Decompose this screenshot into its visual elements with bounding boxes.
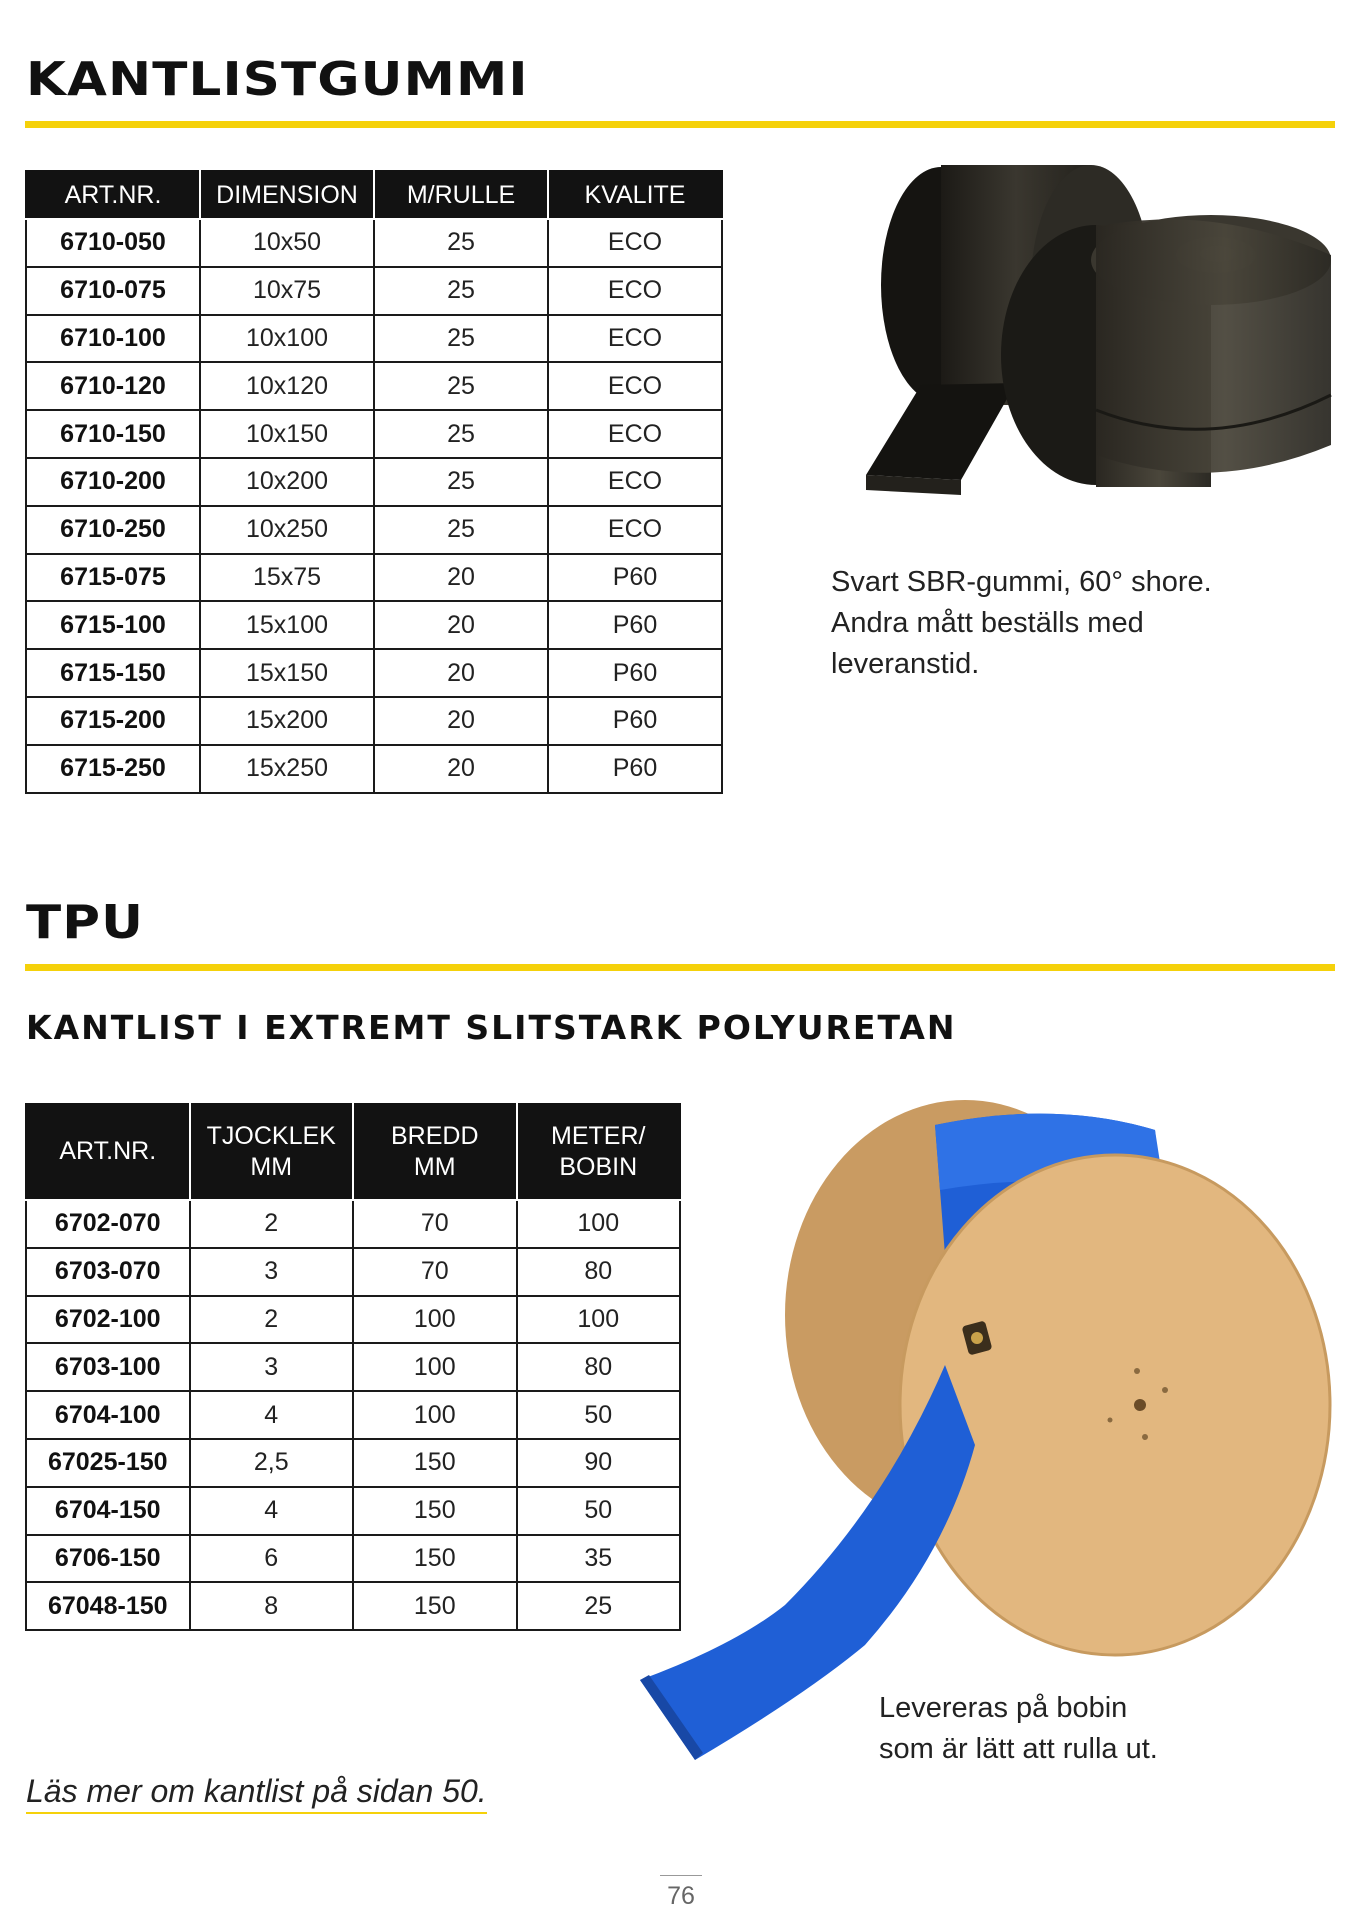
table-cell: P60	[548, 554, 722, 602]
tpu-spool-image	[635, 1085, 1350, 1775]
table-cell: 80	[517, 1343, 681, 1391]
read-more-link[interactable]: Läs mer om kantlist på sidan 50.	[26, 1773, 487, 1814]
col-header-line: MM	[250, 1153, 293, 1181]
col-header-line: METER/	[551, 1121, 646, 1150]
note-line: leveranstid.	[831, 648, 980, 680]
table-cell: ECO	[548, 267, 722, 315]
table-cell: 6	[190, 1535, 354, 1583]
table-cell: 150	[353, 1439, 517, 1487]
art-nr-cell: 6710-075	[26, 267, 200, 315]
table-cell: 2	[190, 1296, 354, 1344]
table-cell: 100	[517, 1200, 681, 1248]
table-cell: 10x75	[200, 267, 374, 315]
table-cell: 150	[353, 1582, 517, 1630]
table-cell: 2,5	[190, 1439, 354, 1487]
table-row	[26, 1582, 680, 1630]
art-nr-cell: 6710-100	[26, 315, 200, 363]
art-nr-cell: 6710-050	[26, 219, 200, 267]
art-nr-cell: 6715-075	[26, 554, 200, 602]
table-cell: 25	[374, 315, 548, 363]
table-cell: 25	[374, 506, 548, 554]
art-nr-cell: 6703-100	[26, 1343, 190, 1391]
col-header: ART.NR.	[26, 171, 200, 219]
table-row	[26, 362, 722, 410]
table-row	[26, 219, 722, 267]
table-cell: ECO	[548, 506, 722, 554]
table-cell: 100	[353, 1296, 517, 1344]
page-number: 76	[660, 1875, 702, 1911]
table-cell: ECO	[548, 219, 722, 267]
table-cell: 100	[353, 1391, 517, 1439]
table-header-row	[26, 1104, 680, 1200]
art-nr-cell: 6715-200	[26, 697, 200, 745]
table-cell: P60	[548, 649, 722, 697]
table-cell: 100	[517, 1296, 681, 1344]
table-row	[26, 601, 722, 649]
col-header	[353, 1104, 517, 1200]
table-row	[26, 315, 722, 363]
table-row	[26, 506, 722, 554]
table-cell: 25	[517, 1582, 681, 1630]
art-nr-cell: 6702-100	[26, 1296, 190, 1344]
table-cell: 10x250	[200, 506, 374, 554]
table-cell: P60	[548, 601, 722, 649]
table-cell: 25	[374, 458, 548, 506]
table-cell: 70	[353, 1248, 517, 1296]
title-divider	[25, 121, 1335, 128]
table-cell: 25	[374, 267, 548, 315]
note-line: Svart SBR-gummi, 60° shore.	[831, 566, 1212, 598]
tpu-table	[25, 1103, 681, 1631]
table-cell: 3	[190, 1248, 354, 1296]
art-nr-cell: 6715-100	[26, 601, 200, 649]
title-divider	[25, 964, 1335, 971]
table-cell: 90	[517, 1439, 681, 1487]
art-nr-cell: 6710-150	[26, 410, 200, 458]
section-title-kantlistgummi: KANTLISTGUMMI	[26, 52, 529, 106]
table-cell: 15x75	[200, 554, 374, 602]
table-cell: 15x250	[200, 745, 374, 793]
table-cell: 4	[190, 1391, 354, 1439]
table-cell: 20	[374, 745, 548, 793]
table-cell: 10x100	[200, 315, 374, 363]
col-header-line: TJOCKLEK	[206, 1121, 336, 1150]
table-row	[26, 1200, 680, 1248]
table-cell: 20	[374, 697, 548, 745]
col-header	[26, 1104, 190, 1200]
table-cell: 150	[353, 1487, 517, 1535]
table-cell: P60	[548, 745, 722, 793]
table-row	[26, 1439, 680, 1487]
table-cell: 35	[517, 1535, 681, 1583]
table-cell: ECO	[548, 315, 722, 363]
col-header-line: MM	[413, 1153, 456, 1181]
table-row	[26, 554, 722, 602]
art-nr-cell: 6706-150	[26, 1535, 190, 1583]
art-nr-cell: 67025-150	[26, 1439, 190, 1487]
art-nr-cell: 6710-250	[26, 506, 200, 554]
art-nr-cell: 67048-150	[26, 1582, 190, 1630]
table-cell: 80	[517, 1248, 681, 1296]
table-cell: 15x200	[200, 697, 374, 745]
table-cell: P60	[548, 697, 722, 745]
col-header: KVALITE	[548, 171, 722, 219]
table-cell: 150	[353, 1535, 517, 1583]
table-cell: 100	[353, 1343, 517, 1391]
art-nr-cell: 6710-120	[26, 362, 200, 410]
art-nr-cell: 6703-070	[26, 1248, 190, 1296]
table-row	[26, 410, 722, 458]
table-row	[26, 1487, 680, 1535]
art-nr-cell: 6715-150	[26, 649, 200, 697]
table-cell: 20	[374, 554, 548, 602]
art-nr-cell: 6704-100	[26, 1391, 190, 1439]
table-cell: ECO	[548, 362, 722, 410]
table-row	[26, 745, 722, 793]
art-nr-cell: 6702-070	[26, 1200, 190, 1248]
kantlistgummi-note	[831, 562, 1212, 685]
table-cell: 10x50	[200, 219, 374, 267]
col-header	[190, 1104, 354, 1200]
table-row	[26, 1391, 680, 1439]
table-cell: 15x100	[200, 601, 374, 649]
table-cell: 20	[374, 601, 548, 649]
table-cell: 2	[190, 1200, 354, 1248]
col-header-line: BREDD	[390, 1121, 479, 1150]
art-nr-cell: 6710-200	[26, 458, 200, 506]
table-cell: ECO	[548, 410, 722, 458]
section-title-tpu: TPU	[26, 895, 145, 949]
table-row	[26, 1248, 680, 1296]
table-row	[26, 697, 722, 745]
col-header: DIMENSION	[200, 171, 374, 219]
table-row	[26, 1343, 680, 1391]
table-row	[26, 458, 722, 506]
art-nr-cell: 6704-150	[26, 1487, 190, 1535]
table-row	[26, 649, 722, 697]
rubber-rolls-image	[866, 155, 1336, 500]
table-cell: 25	[374, 362, 548, 410]
table-cell: 8	[190, 1582, 354, 1630]
table-cell: 50	[517, 1391, 681, 1439]
kantlistgummi-table	[25, 170, 723, 794]
table-row	[26, 1535, 680, 1583]
table-cell: 70	[353, 1200, 517, 1248]
table-cell: 10x200	[200, 458, 374, 506]
col-header-line: BOBIN	[559, 1153, 638, 1181]
table-header-row	[26, 171, 722, 219]
table-cell: 20	[374, 649, 548, 697]
table-cell: 15x150	[200, 649, 374, 697]
table-cell: 25	[374, 219, 548, 267]
note-line: Andra mått beställs med	[831, 607, 1144, 639]
table-cell: 25	[374, 410, 548, 458]
section-subtitle: KANTLIST I EXTREMT SLITSTARK POLYURETAN	[26, 1008, 957, 1047]
tpu-note	[879, 1688, 1158, 1770]
table-cell: 10x150	[200, 410, 374, 458]
note-line: som är lätt att rulla ut.	[879, 1733, 1158, 1765]
table-row	[26, 267, 722, 315]
table-cell: 3	[190, 1343, 354, 1391]
table-cell: ECO	[548, 458, 722, 506]
art-nr-cell: 6715-250	[26, 745, 200, 793]
note-line: Levereras på bobin	[879, 1692, 1128, 1724]
table-row	[26, 1296, 680, 1344]
col-header-line: ART.NR.	[59, 1137, 157, 1166]
table-cell: 50	[517, 1487, 681, 1535]
table-cell: 4	[190, 1487, 354, 1535]
table-cell: 10x120	[200, 362, 374, 410]
col-header: M/RULLE	[374, 171, 548, 219]
